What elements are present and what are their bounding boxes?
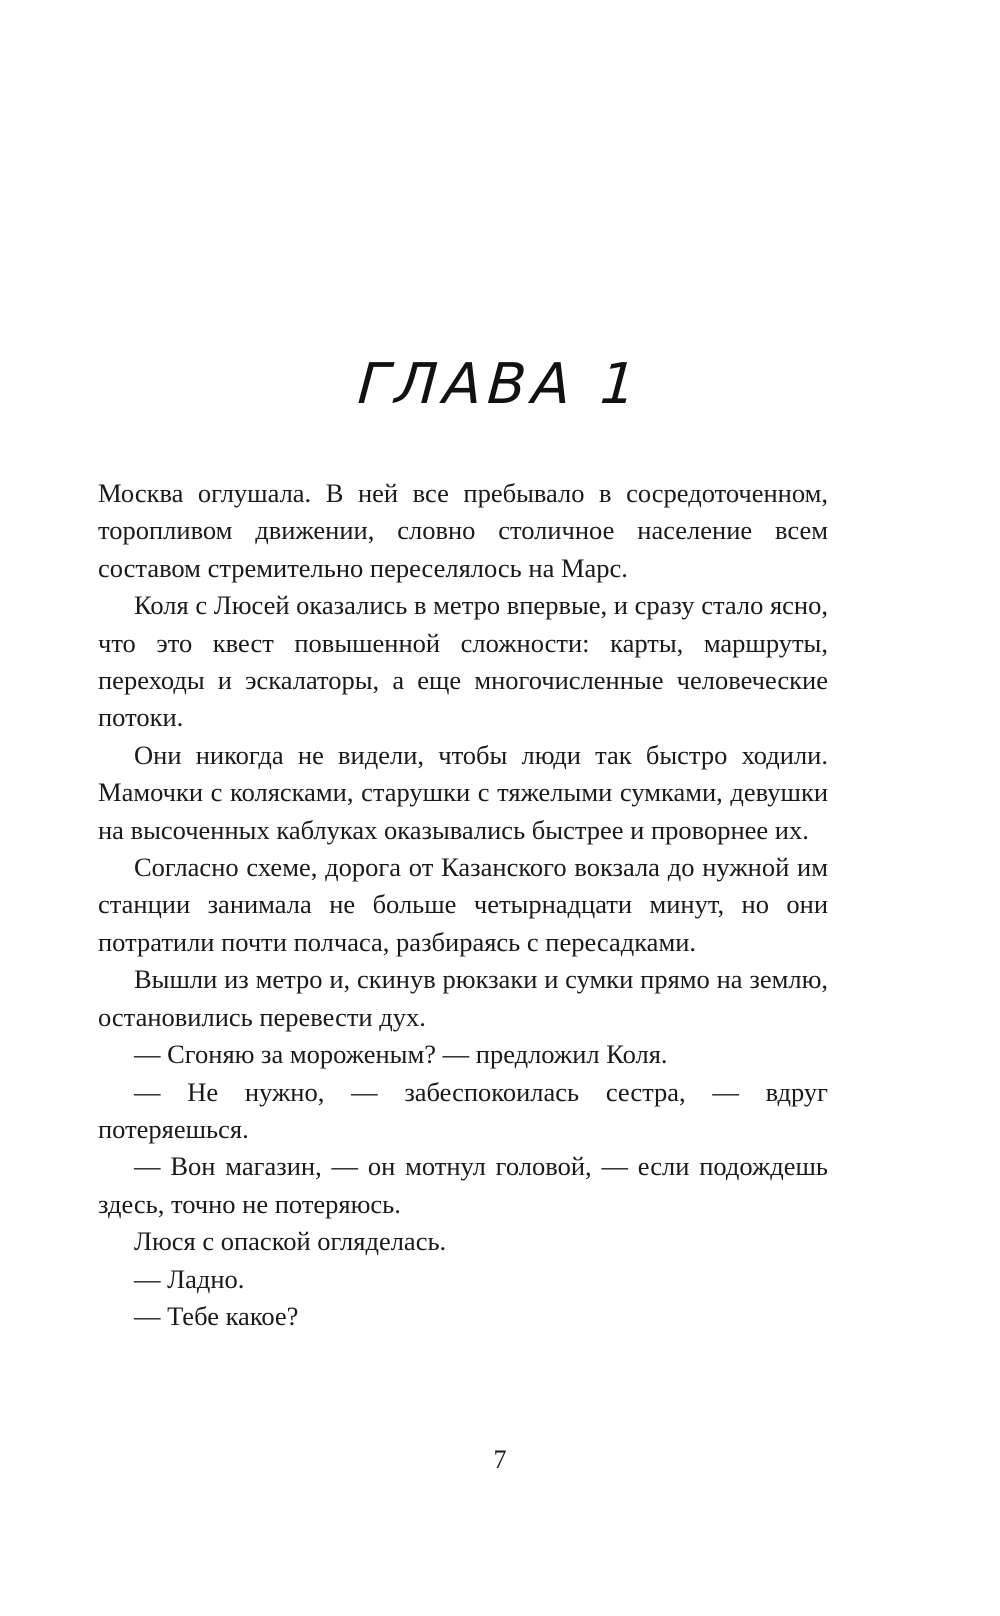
dialogue-line: — Тебе какое?: [134, 1300, 299, 1331]
dialogue-line: — Сгоняю за мороженым? — предложил Коля.: [134, 1039, 668, 1070]
dialogue-line: — Вон магазин, — он мотнул головой, — если подождешь здесь, точно не потеряюсь.: [98, 1151, 828, 1219]
chapter-body: [98, 475, 828, 1335]
dialogue-line: — Ладно.: [134, 1263, 245, 1294]
page-number: 7: [493, 1445, 507, 1474]
paragraph: Коля с Люсей оказались в метро впервые, и сразу стало ясно, что это квест повышенной сложности: карты, маршруты, переходы и эскалаторы, а еще многочисленные человеческие потоки.: [98, 590, 828, 733]
paragraph: Москва оглушала. В ней все пребывало в сосредоточенном, торопливом движении, словно столичное население всем составом стремительно переселялось на Марс.: [98, 478, 828, 583]
dialogue-line: — Не нужно, — забеспокоилась сестра, — вдруг потеряешься.: [98, 1076, 828, 1144]
paragraph: Согласно схеме, дорога от Казанского вокзала до нужной им станции занимала не больше четырнадцати минут, но они потратили почти полчаса, разбираясь с пересадками.: [98, 852, 828, 957]
paragraph: Они никогда не видели, чтобы люди так быстро ходили. Мамочки с колясками, старушки с тяжелыми сумками, девушки на высоченных каблуках оказывались быстрее и проворнее их.: [98, 739, 828, 845]
paragraph: Люся с опаской огляделась.: [134, 1226, 447, 1257]
paragraph: Вышли из метро и, скинув рюкзаки и сумки прямо на землю, остановились перевести дух.: [98, 964, 828, 1032]
chapter-title: ГЛАВА 1: [355, 352, 645, 417]
